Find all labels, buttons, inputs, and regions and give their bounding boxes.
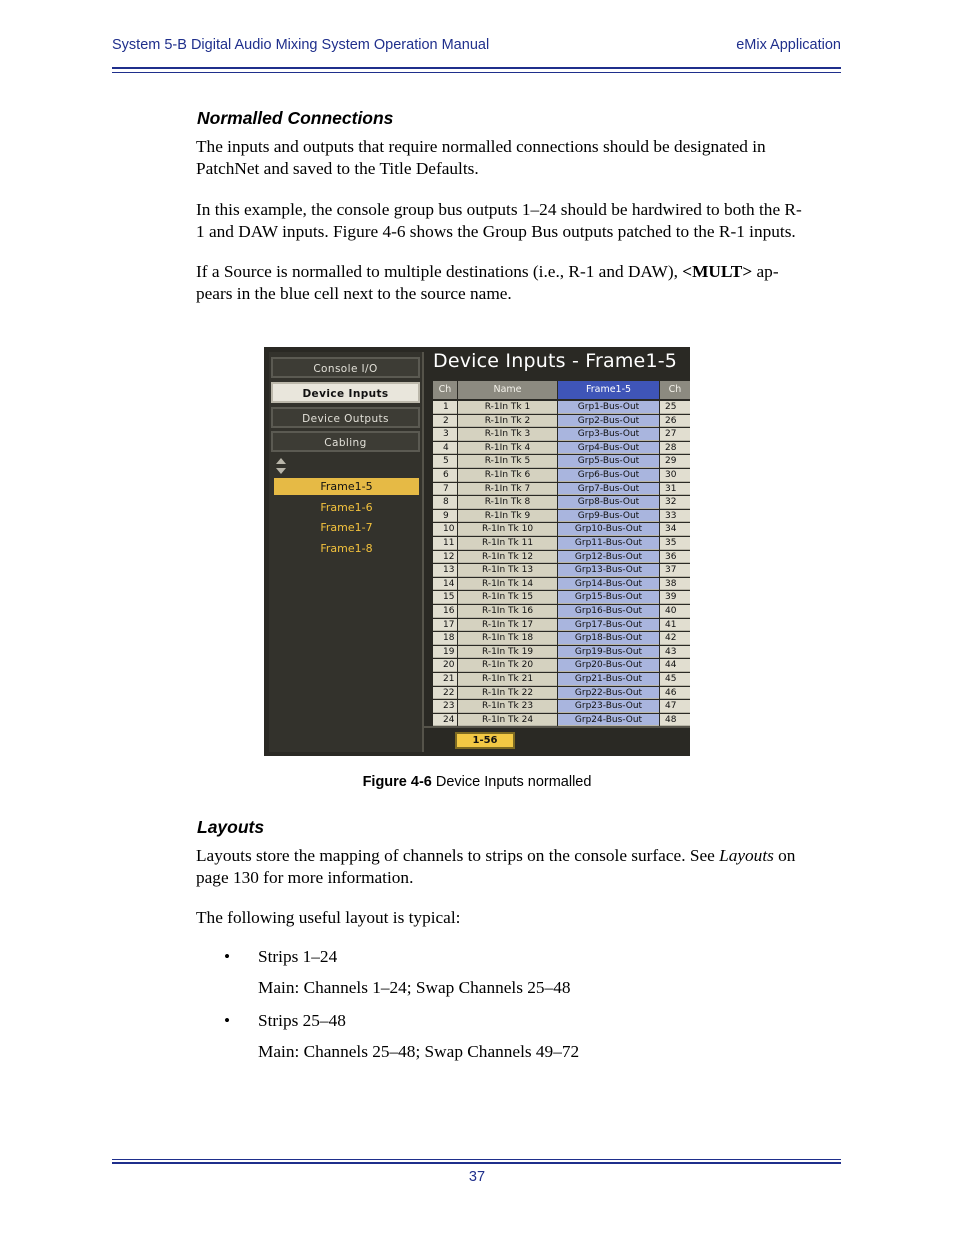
figure-caption: [0, 774, 954, 790]
cell-ch2[interactable]: 39: [660, 591, 690, 604]
cell-name[interactable]: R-1In Tk 19: [458, 646, 557, 659]
section-heading-layouts: Layouts: [197, 817, 265, 837]
cell-name[interactable]: R-1In Tk 4: [458, 442, 557, 455]
footer-rule-thick: [112, 1162, 841, 1164]
cell-ch[interactable]: 15: [433, 591, 457, 604]
text-span: on: [773, 846, 796, 865]
cell-name[interactable]: R-1In Tk 3: [458, 428, 557, 441]
cell-ch2[interactable]: 38: [660, 578, 690, 591]
paragraph-normalled-1: [196, 136, 844, 180]
cell-ch[interactable]: 24: [433, 714, 457, 727]
cell-source[interactable]: Grp5-Bus-Out: [558, 455, 659, 468]
cell-ch[interactable]: 23: [433, 700, 457, 713]
cell-source[interactable]: Grp4-Bus-Out: [558, 442, 659, 455]
cell-ch[interactable]: 19: [433, 646, 457, 659]
cell-source[interactable]: Grp9-Bus-Out: [558, 510, 659, 523]
cell-source[interactable]: Grp14-Bus-Out: [558, 578, 659, 591]
cell-ch2[interactable]: 45: [660, 673, 690, 686]
cell-source[interactable]: Grp17-Bus-Out: [558, 619, 659, 632]
cell-source[interactable]: Grp19-Bus-Out: [558, 646, 659, 659]
cell-name[interactable]: R-1In Tk 23: [458, 700, 557, 713]
cell-source[interactable]: Grp8-Bus-Out: [558, 496, 659, 509]
cell-ch2[interactable]: 47: [660, 700, 690, 713]
cell-ch[interactable]: 20: [433, 659, 457, 672]
cell-ch2[interactable]: 37: [660, 564, 690, 577]
running-header-title: System 5-B Digital Audio Mixing System Operation Manual: [112, 37, 490, 53]
text-span: ap-: [752, 262, 779, 281]
text-line: The inputs and outputs that require normalled connections should be designated in: [196, 137, 766, 156]
col-header-ch: Ch: [433, 381, 457, 399]
bullet-marker: •: [224, 947, 231, 966]
cell-ch2[interactable]: 43: [660, 646, 690, 659]
cell-ch[interactable]: 11: [433, 537, 457, 550]
cell-source[interactable]: Grp13-Bus-Out: [558, 564, 659, 577]
cell-name[interactable]: R-1In Tk 15: [458, 591, 557, 604]
cell-source[interactable]: Grp10-Bus-Out: [558, 523, 659, 536]
cell-name[interactable]: R-1In Tk 1: [458, 401, 557, 414]
cell-ch[interactable]: 13: [433, 564, 457, 577]
cell-ch2[interactable]: 41: [660, 619, 690, 632]
cell-ch2[interactable]: 26: [660, 415, 690, 428]
cell-source[interactable]: Grp1-Bus-Out: [558, 401, 659, 414]
cell-ch[interactable]: 9: [433, 510, 457, 523]
cell-name[interactable]: R-1In Tk 12: [458, 551, 557, 564]
text-line: In this example, the console group bus outputs 1–24 should be hardwired to both the R-: [196, 200, 802, 219]
cell-ch2[interactable]: 35: [660, 537, 690, 550]
cell-ch2[interactable]: 27: [660, 428, 690, 441]
cell-ch[interactable]: 2: [433, 415, 457, 428]
frame-item-1-8[interactable]: Frame1-8: [320, 542, 373, 555]
cell-source[interactable]: Grp22-Bus-Out: [558, 687, 659, 700]
col-header-name: Name: [458, 381, 557, 399]
cell-ch[interactable]: 14: [433, 578, 457, 591]
cell-source[interactable]: Grp12-Bus-Out: [558, 551, 659, 564]
cell-ch[interactable]: 10: [433, 523, 457, 536]
cell-source[interactable]: Grp2-Bus-Out: [558, 415, 659, 428]
col-header-frame: Frame1-5: [558, 381, 659, 399]
cell-name[interactable]: R-1In Tk 5: [458, 455, 557, 468]
figure-caption-text: Device Inputs normalled: [431, 774, 592, 790]
cell-source[interactable]: Grp21-Bus-Out: [558, 673, 659, 686]
text-line: [196, 261, 844, 283]
list-item-detail: Main: Channels 1–24; Swap Channels 25–48: [258, 978, 571, 997]
cell-ch[interactable]: 5: [433, 455, 457, 468]
left-nav-pane: [269, 352, 424, 752]
text-span: Layouts store the mapping of channels to strips on the console surface. See: [196, 846, 720, 865]
cell-ch[interactable]: 4: [433, 442, 457, 455]
layouts-reference: Layouts: [719, 846, 774, 865]
frame-item-1-7[interactable]: Frame1-7: [320, 521, 373, 534]
cell-name[interactable]: R-1In Tk 2: [458, 415, 557, 428]
text-line: 1 and DAW inputs. Figure 4-6 shows the Group Bus outputs patched to the R-1 inputs.: [196, 222, 796, 241]
cell-ch2[interactable]: 40: [660, 605, 690, 618]
paragraph-normalled-2: [196, 199, 844, 243]
cell-ch[interactable]: 18: [433, 632, 457, 645]
nav-device-inputs[interactable]: Device Inputs: [271, 382, 420, 403]
cell-ch[interactable]: 21: [433, 673, 457, 686]
device-inputs-screenshot: [264, 347, 690, 756]
cell-ch2[interactable]: 34: [660, 523, 690, 536]
figure-label: Figure 4-6: [362, 774, 432, 790]
text-span: If a Source is normalled to multiple destinations (i.e., R-1 and DAW),: [196, 262, 683, 281]
cell-source[interactable]: Grp23-Bus-Out: [558, 700, 659, 713]
text-line: PatchNet and saved to the Title Defaults.: [196, 159, 479, 178]
nav-device-outputs[interactable]: Device Outputs: [271, 407, 420, 428]
paragraph-normalled-3: [196, 261, 844, 305]
frame-item-1-6[interactable]: Frame1-6: [320, 501, 373, 514]
text-line: [196, 845, 844, 867]
text-line: pears in the blue cell next to the source name.: [196, 284, 512, 303]
cell-ch2[interactable]: 36: [660, 551, 690, 564]
cell-source[interactable]: Grp11-Bus-Out: [558, 537, 659, 550]
list-item-title: Strips 25–48: [258, 1011, 346, 1030]
screen-title: Device Inputs - Frame1-5: [433, 350, 678, 372]
cell-name[interactable]: R-1In Tk 7: [458, 483, 557, 496]
cell-ch2[interactable]: 30: [660, 469, 690, 482]
cell-name[interactable]: R-1In Tk 18: [458, 632, 557, 645]
cell-name[interactable]: R-1In Tk 11: [458, 537, 557, 550]
cell-name[interactable]: R-1In Tk 8: [458, 496, 557, 509]
nav-cabling[interactable]: Cabling: [271, 431, 420, 452]
cell-source[interactable]: Grp3-Bus-Out: [558, 428, 659, 441]
cell-ch[interactable]: 16: [433, 605, 457, 618]
cell-ch[interactable]: 12: [433, 551, 457, 564]
cell-source[interactable]: Grp6-Bus-Out: [558, 469, 659, 482]
frame-item-1-5[interactable]: Frame1-5: [274, 478, 419, 495]
footer-rule-thin: [112, 1159, 841, 1160]
cell-name[interactable]: R-1In Tk 6: [458, 469, 557, 482]
cell-name[interactable]: R-1In Tk 16: [458, 605, 557, 618]
cell-source[interactable]: Grp15-Bus-Out: [558, 591, 659, 604]
cell-source[interactable]: Grp7-Bus-Out: [558, 483, 659, 496]
cell-name[interactable]: R-1In Tk 21: [458, 673, 557, 686]
paragraph-layouts-2: The following useful layout is typical:: [196, 908, 461, 927]
cell-source[interactable]: Grp24-Bus-Out: [558, 714, 659, 727]
bullet-marker: •: [224, 1011, 231, 1030]
cell-ch[interactable]: 22: [433, 687, 457, 700]
cell-ch2[interactable]: 46: [660, 687, 690, 700]
section-heading-normalled: Normalled Connections: [197, 108, 394, 128]
cell-ch[interactable]: 3: [433, 428, 457, 441]
header-rule-thick: [112, 67, 841, 69]
paragraph-layouts-1: [196, 845, 844, 889]
page-number: 37: [468, 1169, 486, 1185]
cell-name[interactable]: R-1In Tk 20: [458, 659, 557, 672]
cell-name[interactable]: R-1In Tk 24: [458, 714, 557, 727]
header-rule-thin: [112, 72, 841, 73]
cell-name[interactable]: R-1In Tk 14: [458, 578, 557, 591]
cell-source[interactable]: Grp18-Bus-Out: [558, 632, 659, 645]
cell-ch2[interactable]: 29: [660, 455, 690, 468]
cell-ch[interactable]: 8: [433, 496, 457, 509]
cell-ch2[interactable]: 48: [660, 714, 690, 727]
nav-console-io[interactable]: Console I/O: [271, 357, 420, 378]
cell-ch[interactable]: 17: [433, 619, 457, 632]
cell-name[interactable]: R-1In Tk 9: [458, 510, 557, 523]
cell-ch[interactable]: 1: [433, 401, 457, 414]
cell-name[interactable]: R-1In Tk 17: [458, 619, 557, 632]
mult-keyword: <MULT>: [682, 262, 753, 281]
cell-source[interactable]: Grp20-Bus-Out: [558, 659, 659, 672]
list-item-detail: Main: Channels 25–48; Swap Channels 49–72: [258, 1042, 580, 1061]
cell-ch2[interactable]: 42: [660, 632, 690, 645]
channel-range-button[interactable]: 1-56: [455, 732, 515, 749]
cell-ch[interactable]: 7: [433, 483, 457, 496]
cell-name[interactable]: R-1In Tk 22: [458, 687, 557, 700]
cell-ch2[interactable]: 25: [660, 401, 690, 414]
cell-ch2[interactable]: 28: [660, 442, 690, 455]
cell-name[interactable]: R-1In Tk 10: [458, 523, 557, 536]
cell-ch[interactable]: 6: [433, 469, 457, 482]
cell-name[interactable]: R-1In Tk 13: [458, 564, 557, 577]
running-header-section: eMix Application: [736, 37, 841, 53]
cell-ch2[interactable]: 33: [660, 510, 690, 523]
cell-ch2[interactable]: 32: [660, 496, 690, 509]
text-line: page 130 for more information.: [196, 868, 414, 887]
cell-ch2[interactable]: 31: [660, 483, 690, 496]
list-item-title: Strips 1–24: [258, 947, 338, 966]
cell-ch2[interactable]: 44: [660, 659, 690, 672]
cell-source[interactable]: Grp16-Bus-Out: [558, 605, 659, 618]
grid-bottom-divider: [424, 726, 690, 728]
scroll-arrows-icon[interactable]: [275, 457, 287, 475]
col-header-ch2: Ch: [660, 381, 690, 399]
